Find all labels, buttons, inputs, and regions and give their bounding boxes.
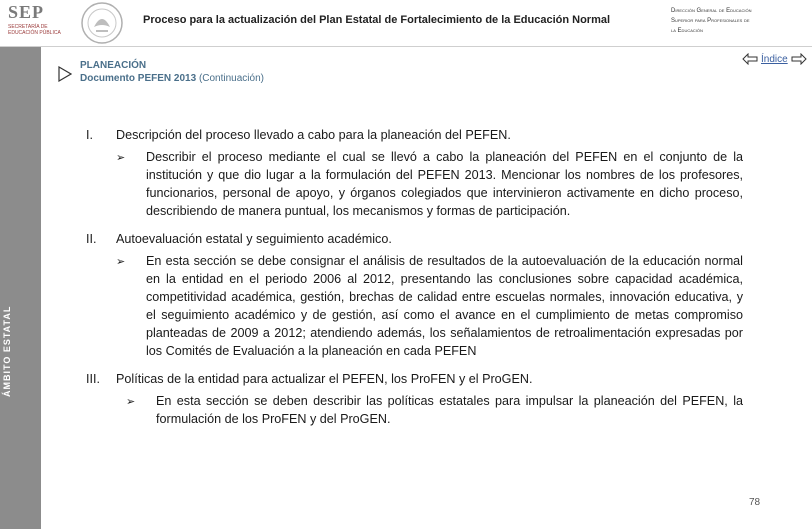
section-subtitle-main: Documento PEFEN 2013 [80, 73, 197, 84]
directorate-line-2: Superior para Profesionales de [671, 18, 750, 24]
directorate-line-3: la Educación [671, 28, 703, 34]
item-description: En esta sección se deben describir las políticas estatales para impulsar la planeación del PEFEN, la formulación de los ProFEN y del ProGEN. [156, 394, 743, 426]
page-number: 78 [749, 497, 761, 508]
index-link[interactable]: Índice [761, 53, 788, 65]
sidebar-label: ÁMBITO ESTATAL [2, 305, 12, 397]
list-subitem [86, 148, 743, 220]
item-heading: Descripción del proceso llevado a cabo para la planeación del PEFEN. [116, 128, 511, 142]
sep-logo-mark: SEP [8, 2, 45, 22]
header-divider [0, 46, 812, 47]
list-subitem [86, 252, 743, 360]
item-heading: Autoevaluación estatal y seguimiento académico. [116, 232, 392, 246]
section-subtitle-note: (Continuación) [198, 73, 264, 84]
item-number: II. [86, 232, 97, 246]
bullet-arrow-icon: ➢ [116, 256, 126, 268]
item-description: Describir el proceso mediante el cual se llevó a cabo la planeación del PEFEN en el conjunto de la institución y que dio lugar a la formulación del PEFEN 2013. Mencionar los nombres de los profesores, funcionarios, personal de apoyo, y órganos colegiados que intervinieron activamente en dicho proceso, describiendo de manera puntual, los mecanismos y formas de participación. [146, 150, 743, 218]
directorate-name [671, 6, 801, 36]
document-header-title: Proceso para la actualización del Plan Estatal de Fortalecimiento de la Educación Normal [143, 14, 611, 26]
sep-logo [8, 2, 70, 42]
arrow-right-icon[interactable] [791, 53, 807, 65]
national-seal-icon [80, 1, 124, 45]
document-body [86, 126, 743, 428]
item-description: En esta sección se debe consignar el análisis de resultados de la autoevaluación de la educación normal en la entidad en el periodo 2006 al 2012, presentando las conclusiones sobre capacidad académica, competitividad académica, gestión, brechas de calidad entre escuelas normales, innovación educativa, y el seguimiento académico y de gestión, así como el avance en el cumplimiento de metas compromiso planteadas de 2009 a 2012; atendiendo además, los señalamientos de retroalimentación expresadas por los Comités de Evaluación a la planeación en cada PEFEN [146, 254, 743, 358]
list-subitem [96, 392, 743, 428]
arrow-left-icon[interactable] [742, 53, 758, 65]
list-item [86, 370, 743, 388]
left-sidebar-band [0, 47, 41, 529]
list-item [86, 230, 743, 248]
section-title: PLANEACIÓN [80, 60, 147, 71]
section-subtitle [80, 73, 264, 85]
directorate-line-1: Dirección General de Educación [671, 8, 752, 14]
sep-logo-subtitle: SECRETARÍA DE EDUCACIÓN PÚBLICA [8, 24, 61, 36]
bullet-arrow-icon: ➢ [116, 152, 126, 164]
index-navigation [742, 53, 807, 65]
play-arrow-icon [58, 66, 72, 82]
list-item [86, 126, 743, 144]
page-header [0, 0, 812, 46]
bullet-arrow-icon: ➢ [126, 396, 136, 408]
item-number: I. [86, 128, 93, 142]
item-number: III. [86, 372, 100, 386]
item-heading: Políticas de la entidad para actualizar el PEFEN, los ProFEN y el ProGEN. [116, 372, 533, 386]
